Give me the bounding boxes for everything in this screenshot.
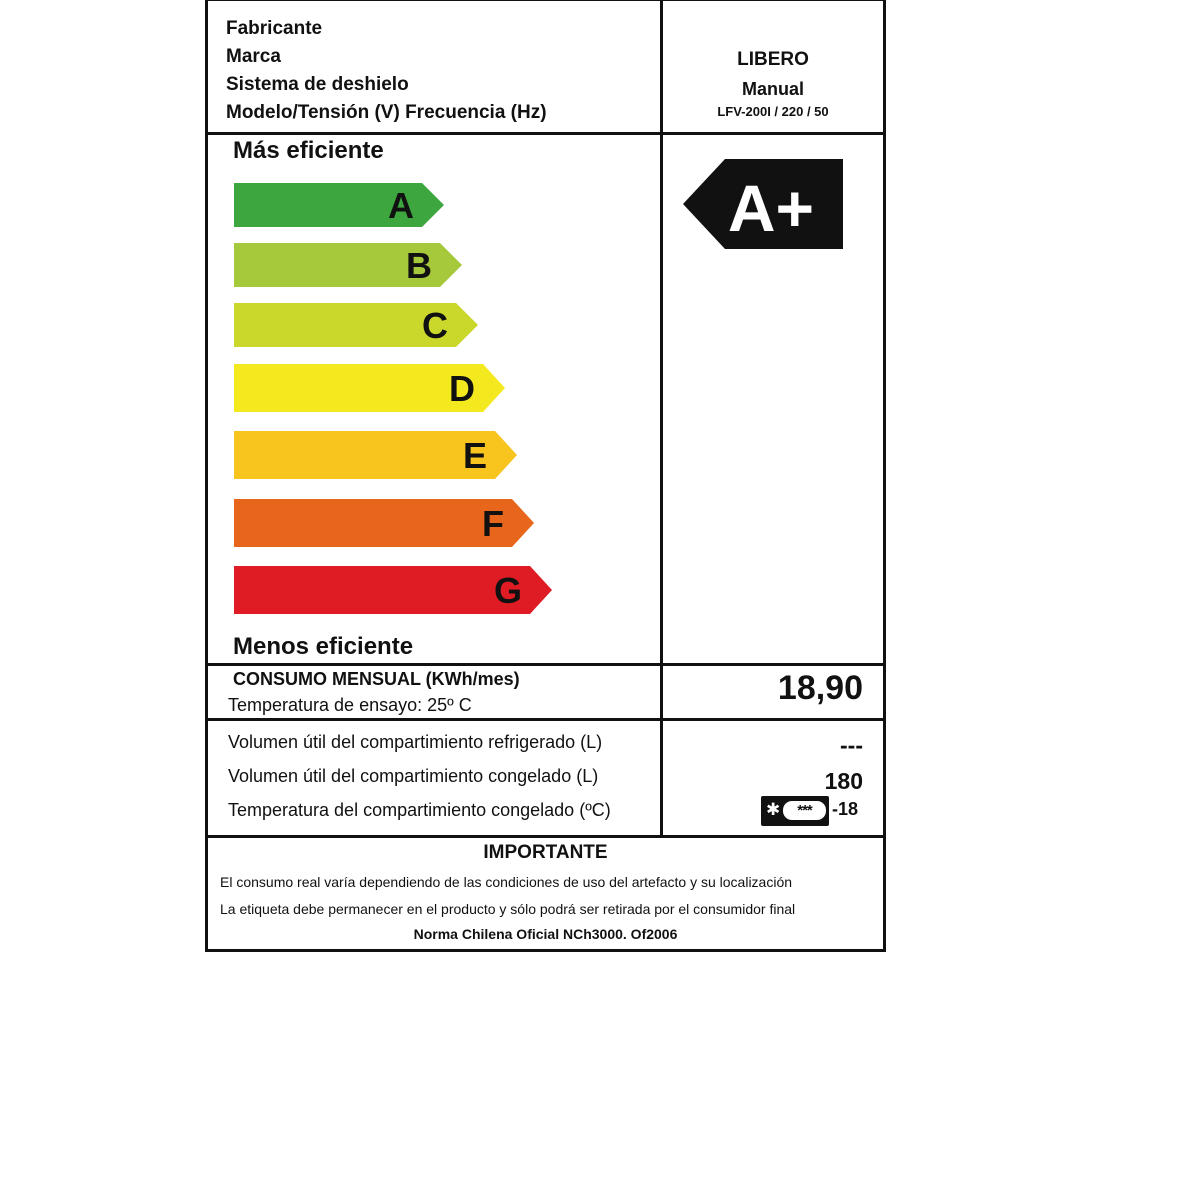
efficiency-letter: G	[493, 570, 522, 611]
vol-refrigerado-label: Volumen útil del compartimiento refrigerado (L)	[228, 732, 603, 752]
divider	[208, 835, 883, 838]
freezer-rating	[761, 796, 864, 828]
efficiency-bar-f	[234, 499, 534, 547]
efficiency-letter: F	[482, 503, 504, 544]
field-fabricante: Fabricante	[226, 18, 323, 39]
efficiency-letter: A	[388, 185, 414, 226]
scale-top-label: Más eficiente	[233, 137, 384, 164]
efficiency-letter: E	[462, 435, 487, 476]
consumo-title: CONSUMO MENSUAL (KWh/mes)	[233, 669, 520, 689]
energy-label	[205, 0, 886, 952]
freezer-temp-value: -18	[832, 799, 859, 819]
header-values	[663, 45, 883, 121]
consumo-temp: Temperatura de ensayo: 25º C	[228, 695, 472, 715]
efficiency-letter: D	[449, 368, 475, 409]
model-value: LFV-200I / 220 / 50	[717, 104, 829, 119]
efficiency-bar-g	[234, 566, 552, 614]
divider	[208, 663, 883, 666]
rating-badge	[683, 159, 843, 254]
field-deshielo: Sistema de deshielo	[226, 74, 409, 95]
scale-bottom-label: Menos eficiente	[233, 633, 414, 660]
efficiency-letter: C	[422, 305, 448, 346]
importante-line-2: La etiqueta debe permanecer en el producto y sólo podrá ser retirada por el consumidor final	[220, 901, 796, 917]
defrost-value: Manual	[741, 79, 804, 99]
vol-refrigerado-value: ---	[840, 732, 863, 758]
field-modelo: Modelo/Tensión (V) Frecuencia (Hz)	[226, 102, 547, 123]
vol-congelado-value: 180	[824, 768, 863, 794]
importante-title: IMPORTANTE	[483, 842, 608, 863]
vol-congelado-label: Volumen útil del compartimiento congelado (L)	[228, 766, 599, 786]
field-marca: Marca	[226, 46, 281, 67]
efficiency-bar-d	[234, 364, 505, 412]
snowflake-icon: ✱	[766, 800, 781, 819]
divider	[660, 1, 663, 665]
consumo-value: 18,90	[777, 669, 863, 707]
importante-norm: Norma Chilena Oficial NCh3000. Of2006	[413, 926, 678, 942]
freezer-star-badge	[761, 796, 829, 826]
rating-arrow	[683, 159, 843, 249]
header-fields	[226, 15, 547, 127]
efficiency-bar-b	[234, 243, 462, 287]
importante-line-1: El consumo real varía dependiendo de las condiciones de uso del artefacto y su localización	[220, 874, 793, 890]
efficiency-bar-a	[234, 183, 444, 227]
brand-value: LIBERO	[737, 49, 809, 70]
efficiency-letter: B	[406, 245, 432, 286]
temp-congelado-label: Temperatura del compartimiento congelado (ºC)	[228, 800, 611, 820]
divider	[208, 718, 883, 721]
efficiency-bar-e	[234, 431, 517, 479]
efficiency-bar-c	[234, 303, 478, 347]
freezer-stars: ***	[783, 801, 826, 820]
divider	[208, 132, 883, 135]
rating-class: A+	[727, 171, 815, 245]
